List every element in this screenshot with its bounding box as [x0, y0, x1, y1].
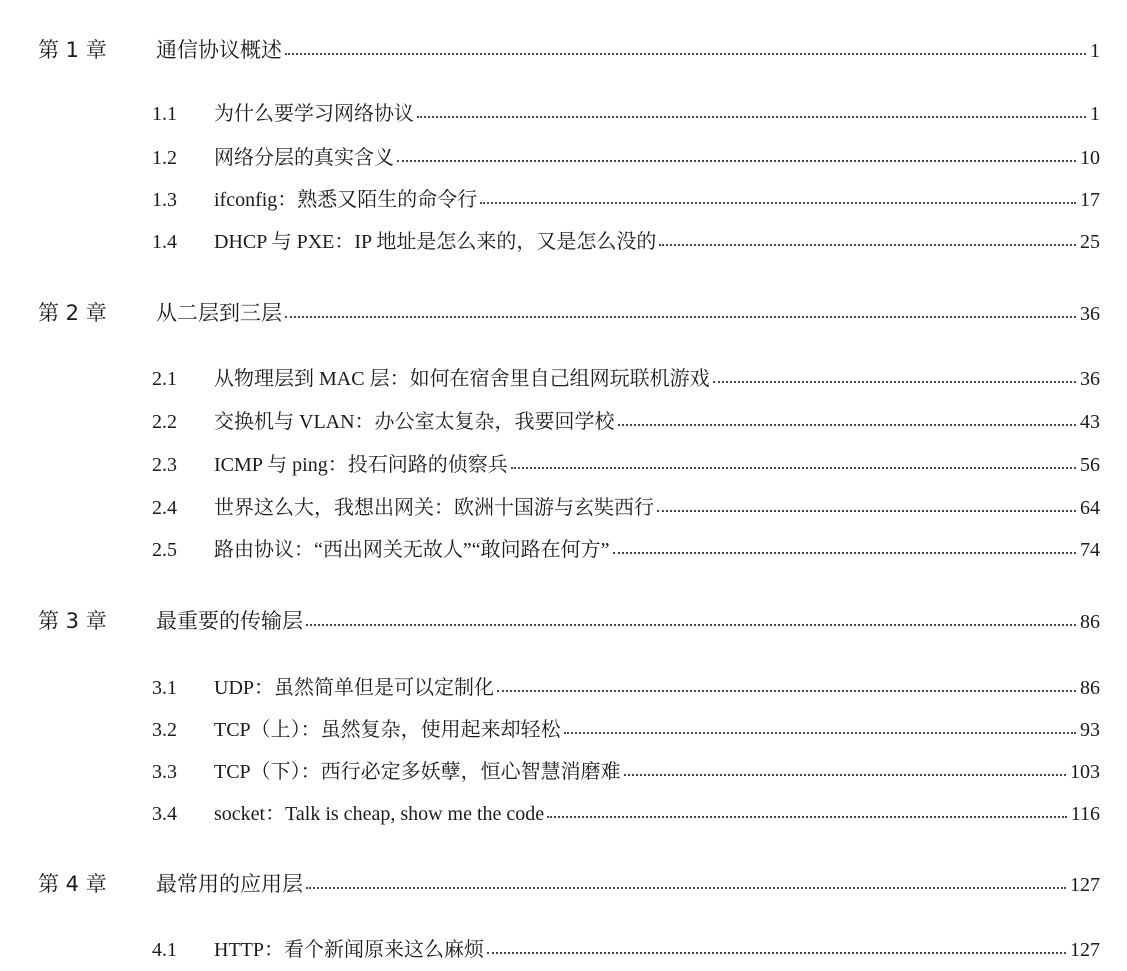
section-title: TCP（上）：虽然复杂，使用起来却轻松: [214, 719, 561, 741]
toc-section-3-3[interactable]: [152, 755, 1100, 784]
dot-leader: [618, 424, 1076, 426]
dot-leader: [657, 510, 1076, 512]
dot-leader: [285, 316, 1076, 318]
section-title: UDP：虽然简单但是可以定制化: [214, 677, 495, 699]
chapter-number: 第 4 章: [38, 872, 107, 896]
page-number: 36: [1080, 368, 1100, 390]
dot-leader: [511, 467, 1076, 469]
toc-chapter-1[interactable]: [38, 34, 1100, 64]
toc-chapter-4[interactable]: [38, 868, 1100, 898]
section-number: 3.1: [152, 677, 177, 699]
toc-section-2-4[interactable]: [152, 491, 1100, 520]
section-title: 交换机与 VLAN：办公室太复杂，我要回学校: [214, 411, 615, 433]
chapter-title: 最常用的应用层: [156, 872, 303, 896]
section-number: 4.1: [152, 939, 177, 961]
page-number: 64: [1080, 497, 1100, 519]
page-number: 93: [1080, 719, 1100, 741]
section-title: DHCP 与 PXE：IP 地址是怎么来的，又是怎么没的: [214, 231, 657, 253]
section-title: 路由协议：“西出网关无故人”“敢问路在何方”: [214, 539, 610, 561]
dot-leader: [659, 244, 1076, 246]
dot-leader: [613, 552, 1076, 554]
section-number: 1.1: [152, 103, 177, 125]
section-title: socket：Talk is cheap, show me the code: [214, 803, 545, 825]
page-number: 127: [1070, 939, 1100, 961]
page-number: 10: [1080, 147, 1100, 169]
page-number: 74: [1080, 539, 1100, 561]
toc-section-2-5[interactable]: [152, 533, 1100, 562]
toc-section-3-4[interactable]: [152, 797, 1100, 826]
dot-leader: [713, 381, 1076, 383]
section-title: TCP（下）：西行必定多妖孽，恒心智慧消磨难: [214, 761, 621, 783]
dot-leader: [306, 887, 1066, 889]
page-number: 103: [1070, 761, 1100, 783]
chapter-title: 通信协议概述: [156, 38, 282, 62]
dot-leader: [564, 732, 1076, 734]
page-number: 86: [1080, 611, 1100, 633]
page-number: 25: [1080, 231, 1100, 253]
chapter-title: 最重要的传输层: [156, 609, 303, 633]
page-number: 36: [1080, 303, 1100, 325]
toc-section-3-1[interactable]: [152, 671, 1100, 700]
dot-leader: [417, 116, 1086, 118]
dot-leader: [397, 160, 1076, 162]
toc-section-1-3[interactable]: [152, 183, 1100, 212]
toc-section-3-2[interactable]: [152, 713, 1100, 742]
section-number: 1.4: [152, 231, 177, 253]
toc-section-1-4[interactable]: [152, 225, 1100, 254]
toc-section-1-1[interactable]: [152, 97, 1100, 126]
toc-section-4-1[interactable]: [152, 933, 1100, 962]
page-number: 17: [1080, 189, 1100, 211]
page-number: 116: [1070, 803, 1100, 825]
section-number: 3.2: [152, 719, 177, 741]
section-number: 2.2: [152, 411, 177, 433]
dot-leader: [480, 202, 1076, 204]
section-number: 1.2: [152, 147, 177, 169]
toc-section-1-2[interactable]: [152, 141, 1100, 170]
section-title: 为什么要学习网络协议: [214, 103, 414, 125]
chapter-number: 第 1 章: [38, 38, 107, 62]
dot-leader: [285, 53, 1086, 55]
section-number: 2.4: [152, 497, 177, 519]
section-title: ifconfig：熟悉又陌生的命令行: [214, 189, 478, 211]
section-title: 从物理层到 MAC 层：如何在宿舍里自己组网玩联机游戏: [214, 368, 710, 390]
section-number: 1.3: [152, 189, 177, 211]
page-number: 43: [1080, 411, 1100, 433]
dot-leader: [497, 690, 1076, 692]
page-number: 56: [1080, 454, 1100, 476]
section-title: ICMP 与 ping：投石问路的侦察兵: [214, 454, 508, 476]
dot-leader: [624, 774, 1066, 776]
section-title: HTTP：看个新闻原来这么麻烦: [214, 939, 484, 961]
chapter-title: 从二层到三层: [156, 301, 282, 325]
section-title: 网络分层的真实含义: [214, 147, 394, 169]
dot-leader: [306, 624, 1076, 626]
page-number: 1: [1090, 103, 1100, 125]
page-number: 127: [1070, 874, 1100, 896]
section-number: 3.4: [152, 803, 177, 825]
toc-section-2-3[interactable]: [152, 448, 1100, 477]
toc-chapter-2[interactable]: [38, 297, 1100, 327]
toc-chapter-3[interactable]: [38, 605, 1100, 635]
section-number: 2.5: [152, 539, 177, 561]
chapter-number: 第 2 章: [38, 301, 107, 325]
section-title: 世界这么大，我想出网关：欧洲十国游与玄奘西行: [214, 497, 654, 519]
toc-section-2-1[interactable]: [152, 362, 1100, 391]
dot-leader: [487, 952, 1066, 954]
page-number: 1: [1090, 40, 1100, 62]
section-number: 2.1: [152, 368, 177, 390]
page-number: 86: [1080, 677, 1100, 699]
section-number: 2.3: [152, 454, 177, 476]
chapter-number: 第 3 章: [38, 609, 107, 633]
dot-leader: [547, 816, 1067, 818]
toc-section-2-2[interactable]: [152, 405, 1100, 434]
section-number: 3.3: [152, 761, 177, 783]
